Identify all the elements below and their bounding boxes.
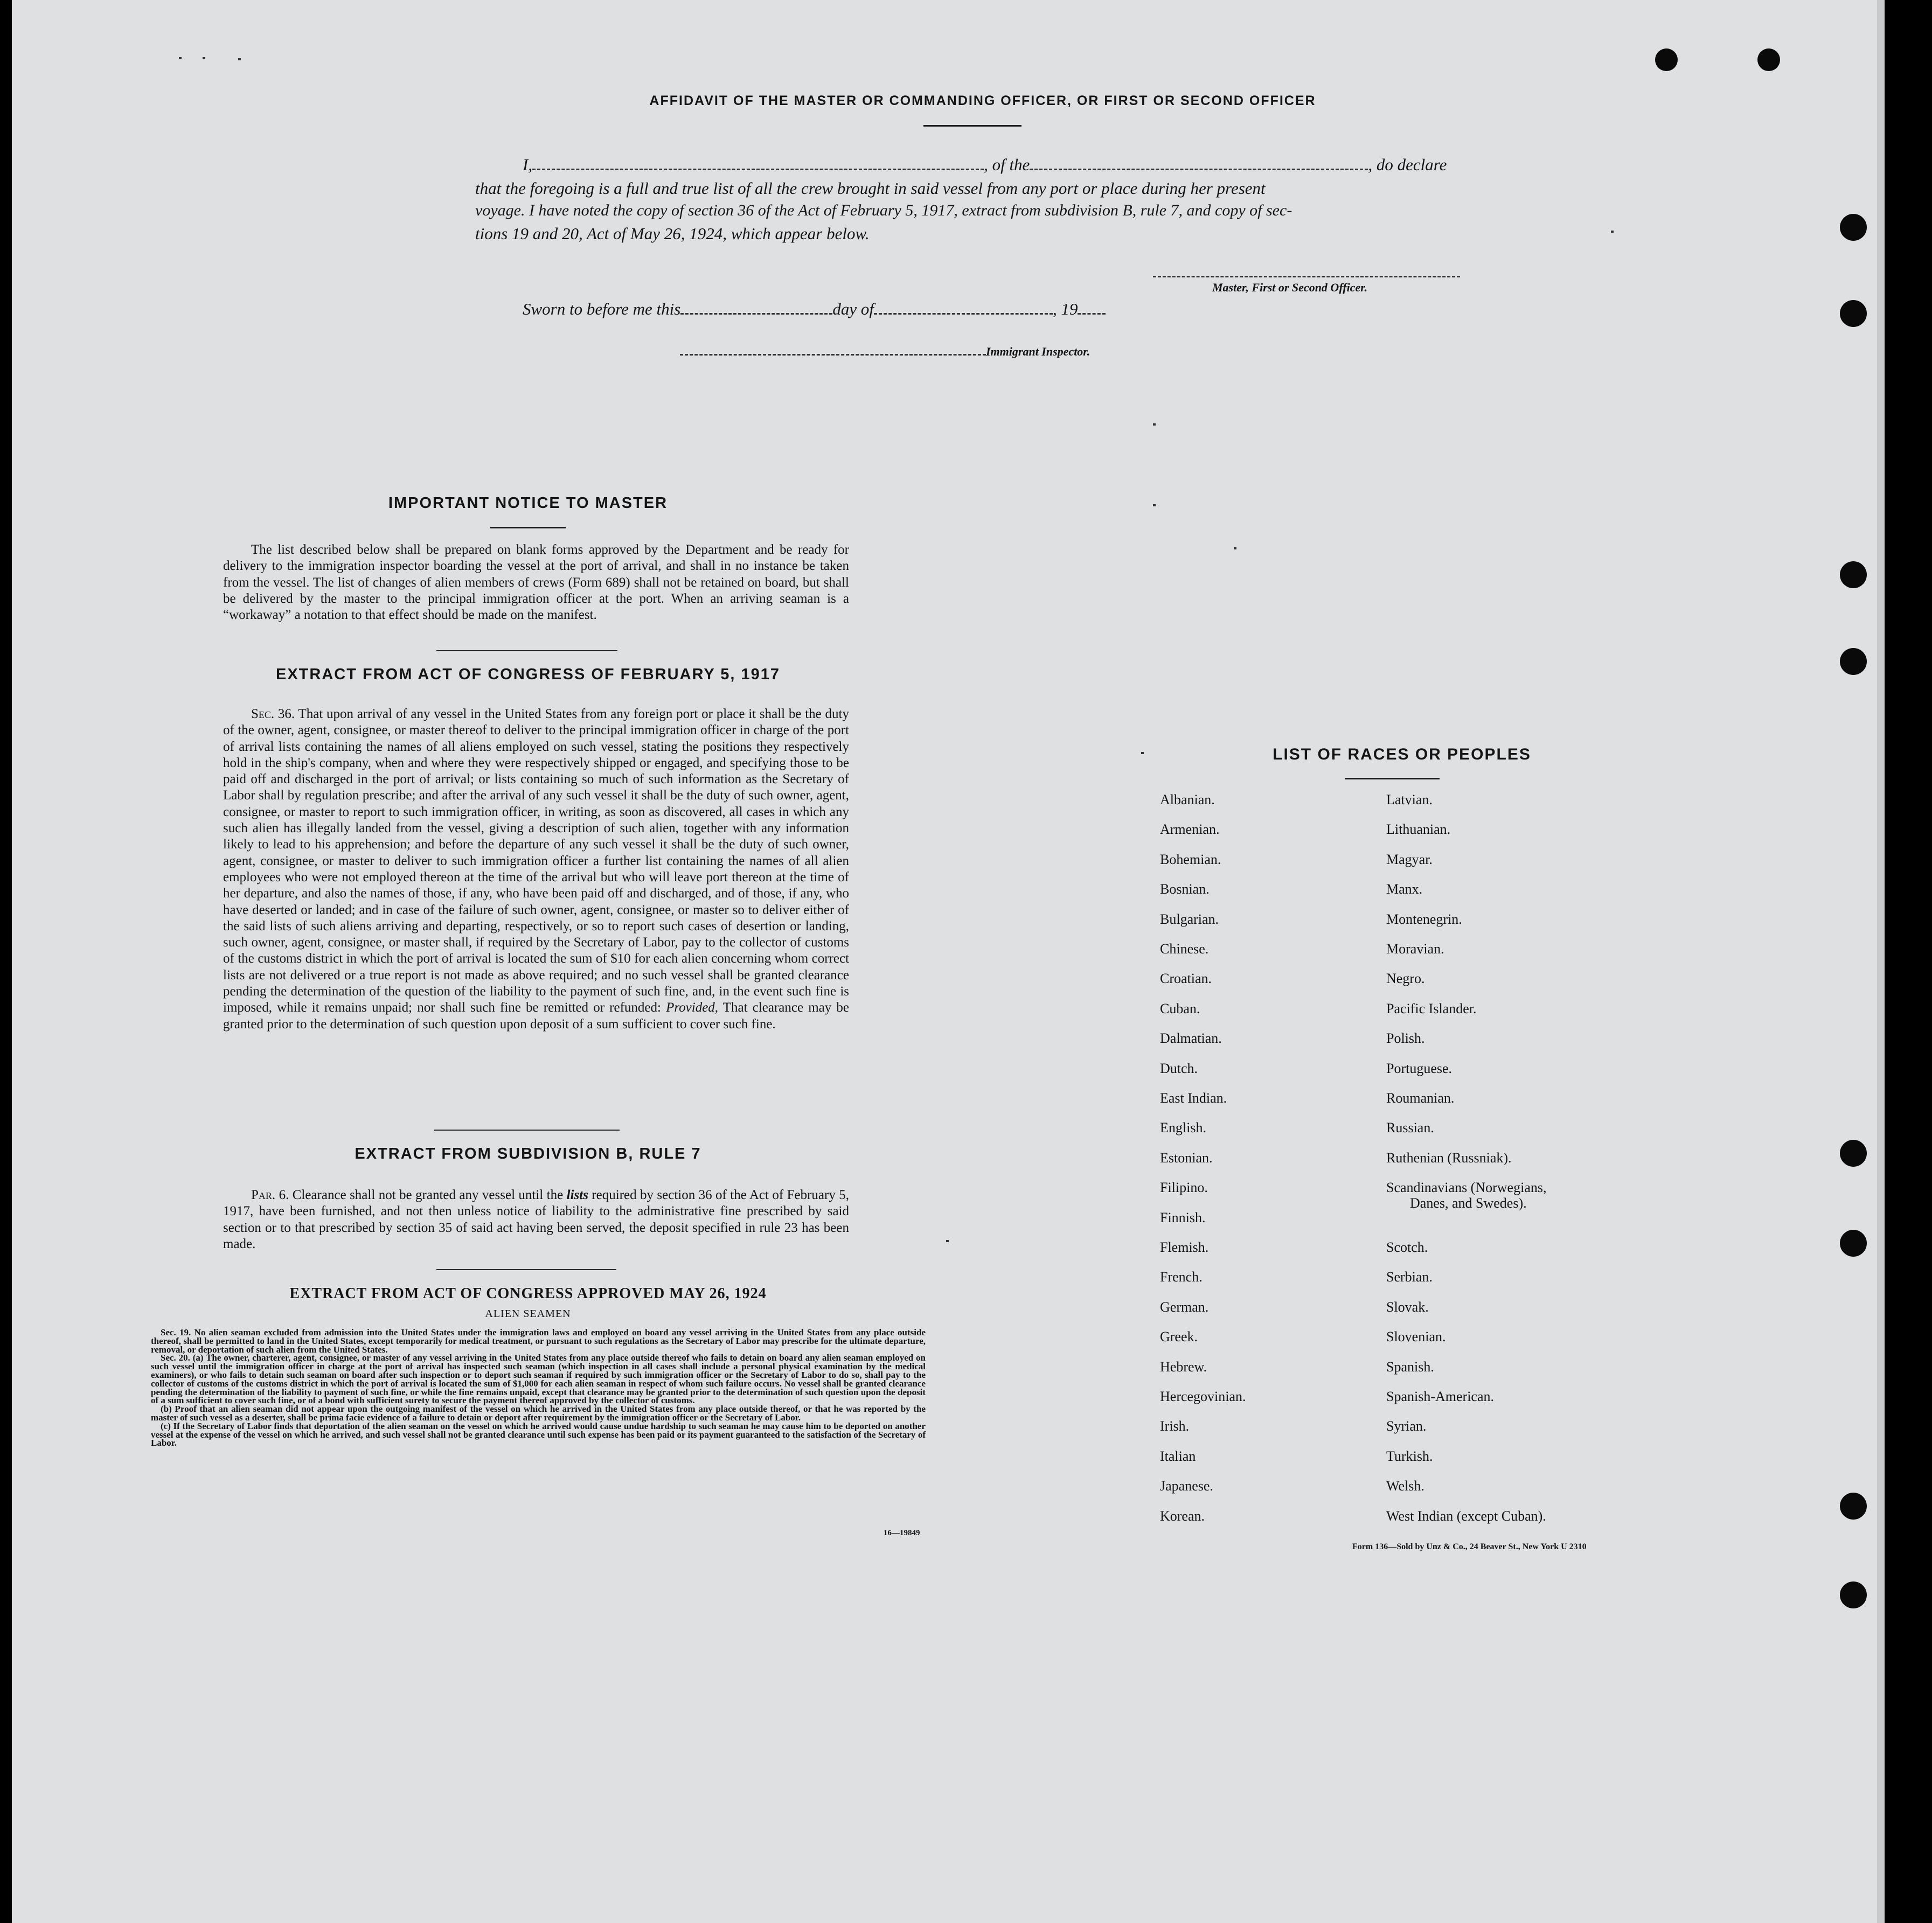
races-title-rule — [1345, 778, 1440, 779]
race-item: Albanian. — [1160, 792, 1215, 807]
race-item: Irish. — [1160, 1418, 1190, 1434]
race-item: Danes, and Swedes). — [1410, 1195, 1527, 1211]
race-item: Hercegovinian. — [1160, 1389, 1246, 1404]
affidavit-line-2: that the foregoing is a full and true list of all the crew brought in said vessel from any port or place during her present — [475, 179, 1266, 198]
binder-hole — [1840, 1581, 1867, 1608]
race-item: Moravian. — [1386, 941, 1444, 957]
dust-speck — [1611, 231, 1614, 233]
race-item: Slovenian. — [1386, 1329, 1446, 1345]
alien-seamen-subtitle: ALIEN SEAMEN — [485, 1308, 571, 1320]
race-item: Greek. — [1160, 1329, 1198, 1345]
page-edge-shadow — [1877, 0, 1885, 1923]
sec-20b-text: (b) Proof that an alien seaman did not appear upon the outgoing manifest of the vessel on which he arrived in the United States from any place outside thereof, or that he was reported by the master of such vessel as a deserter, shall be prima facie evidence of a failure to detain or deport after requirement by the immigration officer or the Secretary of Labor. — [151, 1404, 926, 1423]
binder-hole — [1840, 648, 1867, 675]
affidavit-line-1 — [523, 155, 1447, 175]
binder-hole — [1757, 48, 1780, 71]
affidavit-title-rule — [923, 125, 1021, 127]
sec-36-label: Sec. 36. — [251, 707, 295, 721]
notice-rule — [436, 650, 617, 651]
race-item: Latvian. — [1386, 792, 1433, 807]
par-6-lists: lists — [566, 1188, 588, 1202]
sworn-year-blank[interactable] — [1078, 302, 1106, 315]
form-footer: Form 136—Sold by Unz & Co., 24 Beaver St., New York U 2310 — [1352, 1542, 1587, 1551]
extract-1924-title: EXTRACT FROM ACT OF CONGRESS APPROVED MAY 26, 1924 — [289, 1285, 767, 1302]
race-item: Korean. — [1160, 1508, 1205, 1524]
race-item: Magyar. — [1386, 851, 1433, 867]
race-item: Bulgarian. — [1160, 911, 1219, 927]
race-item: Portuguese. — [1386, 1060, 1453, 1076]
sec-20c-text: (c) If the Secretary of Labor finds that deportation of the alien seaman on the vessel on which he arrived would cause undue hardship to such seaman he may cause him to be deported on another vessel at the expense of the vessel on which he arrived, and such vessel shall not be granted clearance until such expense has been paid or its payment guaranteed to the satisfaction of the Secretary of Labor. — [151, 1420, 926, 1448]
race-item: German. — [1160, 1299, 1209, 1315]
race-item: Filipino. — [1160, 1180, 1208, 1196]
race-item: Ruthenian (Russniak). — [1386, 1149, 1512, 1166]
race-item: Negro. — [1386, 971, 1425, 987]
race-item: Lithuanian. — [1386, 821, 1451, 838]
name-blank[interactable] — [532, 157, 984, 170]
binder-hole — [1655, 48, 1678, 71]
sec-19-text: Sec. 19. No alien seaman excluded from admission into the United States under the immigration laws and employed on board any vessel arriving in the United States from any place outside thereof, shall be permitted to land in the United States, except temporarily for medical treatment, or pursuant to such regulations as the Secretary of Labor may prescribe for the ultimate departure, removal, or deportation of such alien from the United States. — [151, 1327, 926, 1355]
dust-speck — [946, 1240, 949, 1242]
race-item: English. — [1160, 1120, 1206, 1136]
race-item: Syrian. — [1386, 1418, 1427, 1434]
proviso-text: That clearance may be granted prior to the determination of such question upon deposit of a sum sufficient to cover such fine. — [223, 1000, 849, 1032]
notice-text: The list described below shall be prepared on blank forms approved by the Department and be ready for delivery to the immigration inspector boarding the vessel at the port of arrival, and shall in no instance be taken from the vessel. The list of changes of alien members of crews (Form 689) shall not be retained on board, but shall be delivered by the master to the principal immigration officer at the port. When an arriving seaman is a “workaway” a notation to that effect should be made on the manifest. — [223, 542, 849, 623]
dust-speck — [1153, 504, 1156, 506]
races-title: LIST OF RACES OR PEOPLES — [1273, 745, 1531, 763]
par-6-text-a: Clearance shall not be granted any vessel until the — [292, 1188, 564, 1202]
dust-speck — [238, 58, 241, 60]
race-item: Dutch. — [1160, 1060, 1198, 1076]
race-item: Polish. — [1386, 1030, 1425, 1047]
sworn-line — [523, 299, 1106, 319]
sec-36-text: That upon arrival of any vessel in the United States from any foreign port or place it shall be the duty of the owner, agent, consignee, or master thereof to deliver to the principal immigration officer in charge of the port of arrival lists containing the names of all aliens employed on such vessel, stating the positions they respectively hold in the ship's company, when and where they were respectively shipped or engaged, and specifying those to be paid off and discharged in the port of arrival; or lists containing so much of such information as the Secretary of Labor shall by regulation prescribe; and after the arrival of any such vessel it shall be the duty of such owner, agent, consignee, or master to report to such immigration officer, in writing, as soon as discovered, all cases in which any such alien has illegally landed from the vessel, giving a description of such alien, together with any information likely to lead to his apprehension; and before the departure of any such vessel it shall be the duty of such owner, agent, consignee, or master to deliver to such immigration officer a further list containing the names of all alien employees who were not employed thereon at the time of the arrival but who will leave port thereon at the time of her departure, and also the names of those, if any, who have been paid off and discharged, and of those, if any, who have deserted or landed; and in case of the failure of such owner, agent, consignee, or master so to deliver either of the said lists of such aliens arriving and departing, respectively, or so to report such cases of desertion or landing, such owner, agent, consignee, or master shall, if required by the Secretary of Labor, pay to the collector of customs of the customs district in which the port of arrival is located the sum of $10 for each alien concerning whom correct lists are not delivered or a true report is not made as above required; and no such vessel shall be granted clearance pending the determination of the question of the liability to the payment of such fine, and, in the event such fine is imposed, while it remains unpaid; nor shall such fine be remitted or refunded: — [223, 707, 849, 1015]
race-item: Dalmatian. — [1160, 1030, 1222, 1047]
race-item: Turkish. — [1386, 1448, 1433, 1464]
rule-7-rule — [436, 1269, 616, 1270]
affidavit-title: AFFIDAVIT OF THE MASTER OR COMMANDING OFFICER, OR FIRST OR SECOND OFFICER — [649, 93, 1316, 108]
race-item: Spanish-American. — [1386, 1389, 1495, 1404]
sworn-year: , 19 — [1052, 299, 1078, 318]
inspector-blank[interactable] — [680, 347, 986, 356]
race-item: Flemish. — [1160, 1239, 1209, 1255]
affidavit-i: I, — [523, 155, 533, 174]
dust-speck — [179, 57, 182, 59]
race-item: Hebrew. — [1160, 1358, 1207, 1375]
affidavit-line-3: voyage. I have noted the copy of section 36 of the Act of February 5, 1917, extract from subdivision B, rule 7, and copy of sec- — [475, 201, 1292, 219]
notice-title-rule — [490, 527, 566, 528]
race-item: Scandinavians (Norwegians, — [1386, 1180, 1547, 1196]
dust-speck — [203, 57, 205, 59]
binder-hole — [1840, 1493, 1867, 1520]
dust-speck — [1153, 423, 1156, 426]
binder-hole — [1840, 1230, 1867, 1257]
inspector-label: Immigrant Inspector. — [986, 345, 1090, 358]
race-item: Japanese. — [1160, 1478, 1213, 1494]
print-code: 16—19849 — [884, 1529, 920, 1537]
binder-hole — [1840, 561, 1867, 588]
race-item: Cuban. — [1160, 1000, 1200, 1016]
race-item: Bohemian. — [1160, 851, 1221, 867]
race-item: Italian — [1160, 1448, 1196, 1464]
par-6-label: Par. 6. — [251, 1188, 289, 1202]
rule-7-title: EXTRACT FROM SUBDIVISION B, RULE 7 — [355, 1145, 701, 1162]
race-item: Pacific Islander. — [1386, 1000, 1477, 1016]
extract-1924-text — [151, 1328, 926, 1447]
dust-speck — [1234, 547, 1236, 549]
race-item: Croatian. — [1160, 971, 1212, 987]
race-item: French. — [1160, 1269, 1203, 1285]
race-item: Armenian. — [1160, 821, 1220, 838]
notice-title: IMPORTANT NOTICE TO MASTER — [388, 494, 668, 512]
signature-line[interactable] — [1153, 276, 1460, 277]
vessel-blank[interactable] — [1030, 157, 1368, 170]
extract-1917-text — [223, 706, 849, 1033]
race-item: West Indian (except Cuban). — [1386, 1508, 1546, 1524]
sworn-label: Sworn to before me this — [523, 299, 681, 318]
sworn-day-of: day of — [832, 299, 874, 318]
sworn-day-blank[interactable] — [680, 302, 832, 315]
sec-20a-text: Sec. 20. (a) The owner, charterer, agent, consignee, or master of any vessel arriving in the United States from any place outside thereof who fails to detain on board any alien seaman employed on such vessel until the immigration officer in charge at the port of arrival has inspected such seaman (which inspection in all cases shall include a personal physical examination by the medical examiners), or who fails to detain such seaman on board after such inspection or to deport such seaman if required by such immigration officer or the Secretary of Labor to do so, shall pay to the collector of customs of the customs district in which the port of arrival is located the sum of $1,000 for each alien seaman in respect of whom such failure occurs. No vessel shall be granted clearance pending the determination of the liability to payment of such fine, or while the fine remains unpaid, except that clearance may be granted prior to the determination of such question upon the deposit of a sum sufficient to cover such fine, or of a bond with sufficient surety to secure the payment thereof approved by the collector of customs. — [151, 1353, 926, 1406]
race-item: Roumanian. — [1386, 1090, 1455, 1106]
race-item: East Indian. — [1160, 1090, 1227, 1106]
document-page — [12, 0, 1885, 1923]
race-item: Estonian. — [1160, 1149, 1213, 1166]
race-item: Russian. — [1386, 1120, 1434, 1136]
race-item: Spanish. — [1386, 1358, 1434, 1375]
affidavit-line-4: tions 19 and 20, Act of May 26, 1924, which appear below. — [475, 224, 870, 243]
signature-label: Master, First or Second Officer. — [1212, 281, 1368, 294]
par-6-text-b: required by section 36 of the Act of February 5, 1917, have been furnished, and not then unless notice of liability to the administrative fine prescribed by said section or to that prescribed by section 35 of said act having been served, the deposit specified in rule 23 has been made. — [223, 1188, 849, 1251]
extract-1917-rule — [434, 1130, 620, 1131]
binder-hole — [1840, 300, 1867, 327]
race-item: Welsh. — [1386, 1478, 1424, 1494]
race-item: Slovak. — [1386, 1299, 1429, 1315]
rule-7-text — [223, 1187, 849, 1252]
extract-1917-title: EXTRACT FROM ACT OF CONGRESS OF FEBRUARY 5, 1917 — [275, 666, 781, 683]
race-item: Bosnian. — [1160, 881, 1210, 897]
proviso-label: Provided, — [666, 1000, 719, 1015]
race-item: Chinese. — [1160, 941, 1209, 957]
binder-hole — [1840, 214, 1867, 241]
sworn-month-blank[interactable] — [874, 302, 1053, 315]
race-item: Serbian. — [1386, 1269, 1433, 1285]
dust-speck — [1141, 752, 1144, 754]
inspector-line — [680, 345, 1090, 359]
affidavit-of-the: , of the — [984, 155, 1030, 174]
race-item: Scotch. — [1386, 1239, 1428, 1255]
affidavit-do-declare: , do declare — [1368, 155, 1447, 174]
race-item: Finnish. — [1160, 1209, 1206, 1225]
binder-hole — [1840, 1140, 1867, 1167]
race-item: Manx. — [1386, 881, 1423, 897]
race-item: Montenegrin. — [1386, 911, 1462, 927]
